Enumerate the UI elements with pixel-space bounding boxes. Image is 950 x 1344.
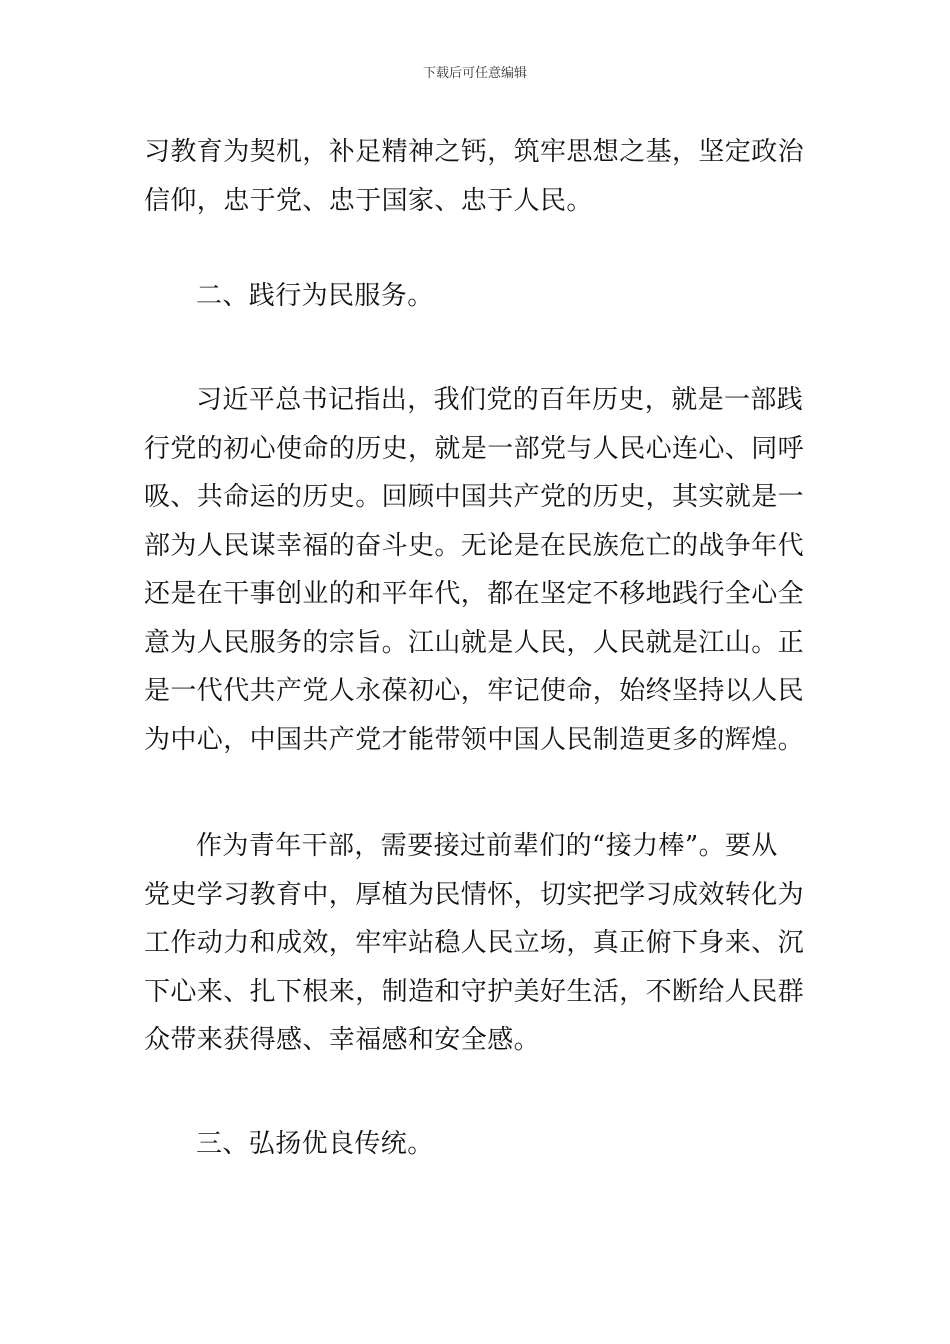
text-line: 是一代代共产党人永葆初心，牢记使命，始终坚持以人民 — [144, 676, 805, 706]
text-line: 部为人民谋幸福的奋斗史。无论是在民族危亡的战争年代 — [144, 530, 805, 561]
text-line: 还是在干事创业的和平年代，都在坚定不移地践行全心全 — [144, 579, 805, 609]
text-line: 习教育为契机，补足精神之钙，筑牢思想之基，坚定政治 — [144, 137, 805, 167]
text-line: 信仰，忠于党、忠于国家、忠于人民。 — [144, 185, 593, 216]
heading-text: 二、践行为民服务。 — [196, 281, 434, 311]
text-line: 习近平总书记指出，我们党的百年历史，就是一部践 — [196, 385, 804, 415]
text-line: 为中心，中国共产党才能带领中国人民制造更多的辉煌。 — [144, 724, 805, 755]
text-line: 工作动力和成效，牢牢站稳人民立场，真正俯下身来、沉 — [144, 928, 805, 958]
text-line: 党史学习教育中，厚植为民情怀，切实把学习成效转化为 — [144, 879, 805, 910]
section-heading-2 — [144, 272, 808, 321]
text-line: 众带来获得感、幸福感和安全感。 — [144, 1025, 541, 1055]
text-line: 意为人民服务的宗旨。江山就是人民，人民就是江山。正 — [144, 627, 805, 658]
paragraph-history — [144, 376, 808, 764]
text-line: 吸、共命运的历史。回顾中国共产党的历史，其实就是一 — [144, 482, 805, 512]
paragraph-youth-cadre — [144, 822, 808, 1065]
paragraph-continuation — [144, 128, 808, 225]
page-header: 下载后可任意编辑 — [422, 66, 527, 81]
text-line: 行党的初心使命的历史，就是一部党与人民心连心、同呼 — [144, 433, 805, 464]
heading-text: 三、弘扬优良传统。 — [196, 1129, 434, 1159]
text-line: 作为青年干部，需要接过前辈们的“接力棒”。要从 — [196, 831, 778, 861]
section-heading-3 — [144, 1120, 808, 1169]
text-line: 下心来、扎下根来，制造和守护美好生活，不断给人民群 — [144, 976, 805, 1007]
